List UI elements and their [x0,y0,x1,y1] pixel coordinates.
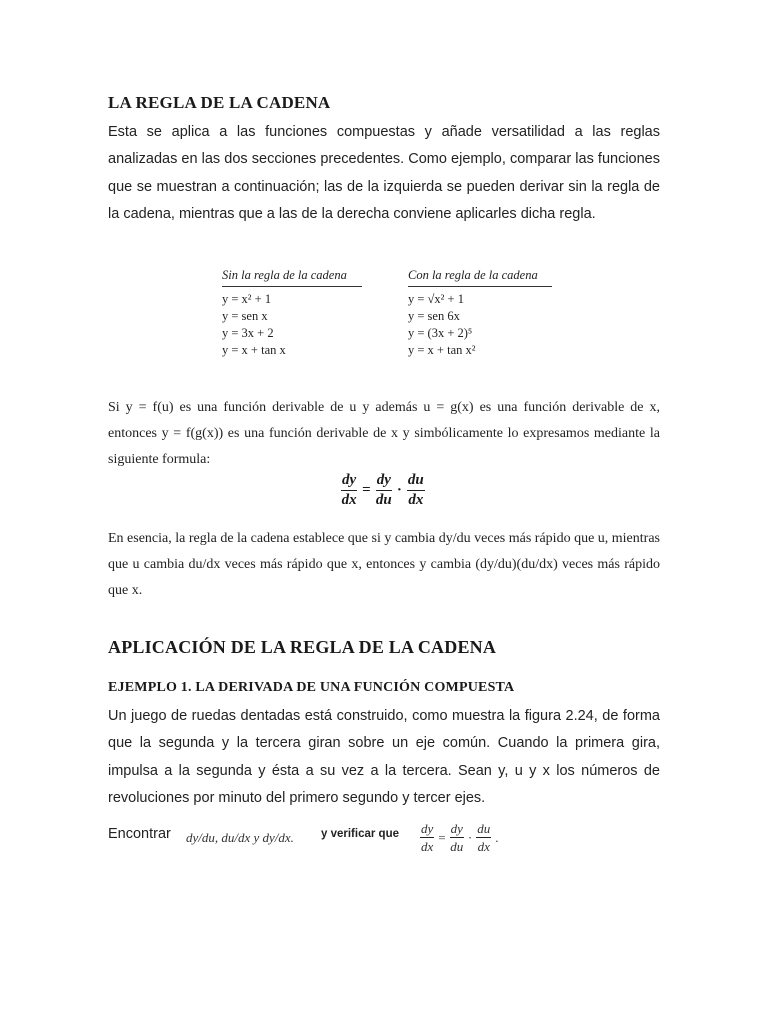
equals-sign: = [438,829,446,845]
fraction-dy-du [376,473,392,508]
example-paragraph: Un juego de ruedas dentadas está construido, como muestra la figura 2.24, de forma que la segunda y la tercera giran sobre un eje común. Cuando la primera gira, impulsa a la segunda y ésta a su vez a la tercera. Sean y, u y x los números de revoluciones por minuto del primero segundo y tercer ejes. [108,708,660,806]
table-left-row: y = sen x [222,309,268,323]
fraction-numerator: du [407,473,425,491]
equals-sign: = [362,482,371,498]
intro-paragraph: Esta se aplica a las funciones compuestas y añade versatilidad a las reglas analizadas en las dos secciones precedentes. Como ejemplo, comparar las funciones que se muestran a continuación; las de la izquierda se pueden derivar sin la regla de la cadena, mientras que a las de la derecha conviene aplicarles dicha regla. [108,124,660,222]
fraction-numerator: du [477,821,491,836]
table-right-row: y = √x² + 1 [408,292,464,306]
definition-paragraph: Si y = f(u) es una función derivable de u y además u = g(x) es una función derivable de x, entonces y = f(g(x)) es una función derivable de x y simbólicamente lo expresamos mediante la siguiente formula: [108,400,660,467]
fraction-denominator: dx [477,839,490,854]
fraction-numerator: dy [341,473,357,491]
verify-formula [420,822,499,853]
table-left-row: y = x² + 1 [222,292,272,306]
table-left-header: Sin la regla de la cadena [222,268,362,287]
section-title: LA REGLA DE LA CADENA [108,93,331,112]
fraction-dy-dx [341,473,357,508]
table-left-column [222,268,362,359]
fraction-numerator: dy [376,473,392,491]
fraction-dy-dx [420,822,434,853]
fraction-numerator: dy [450,821,463,836]
task-verify-label: y verificar que [321,828,399,840]
multiply-dot: · [467,829,473,845]
table-right-row: y = sen 6x [408,309,460,323]
fraction-du-dx [476,822,491,853]
task-prefix: Encontrar [108,826,171,842]
table-right-row: y = (3x + 2)⁵ [408,326,473,340]
fraction-denominator: dx [408,492,424,508]
table-left-row: y = x + tan x [222,343,286,357]
multiply-dot: · [396,482,402,498]
fraction-denominator: dx [341,492,357,508]
table-left-row: y = 3x + 2 [222,326,274,340]
chain-rule-formula [341,473,425,508]
essence-paragraph: En esencia, la regla de la cadena establece que si y cambia dy/du veces más rápido que u, mientras que u cambia du/dx veces más rápido que x, entonces y cambia (dy/du)(du/dx) veces más rápido que x. [108,531,660,598]
fraction-dy-du [450,822,464,853]
fraction-numerator: dy [421,821,434,836]
example-title: EJEMPLO 1. LA DERIVADA DE UNA FUNCIÓN COMPUESTA [108,680,515,695]
task-expression: dy/du, du/dx y dy/dx. [186,830,294,845]
fraction-denominator: dx [421,839,434,854]
fraction-denominator: du [450,839,464,854]
period: . [495,829,499,845]
section-title: APLICACIÓN DE LA REGLA DE LA CADENA [108,637,497,657]
table-right-header: Con la regla de la cadena [408,268,552,287]
table-right-column [408,268,552,359]
table-right-row: y = x + tan x² [408,343,476,357]
fraction-denominator: du [375,492,392,508]
fraction-du-dx [407,473,425,508]
